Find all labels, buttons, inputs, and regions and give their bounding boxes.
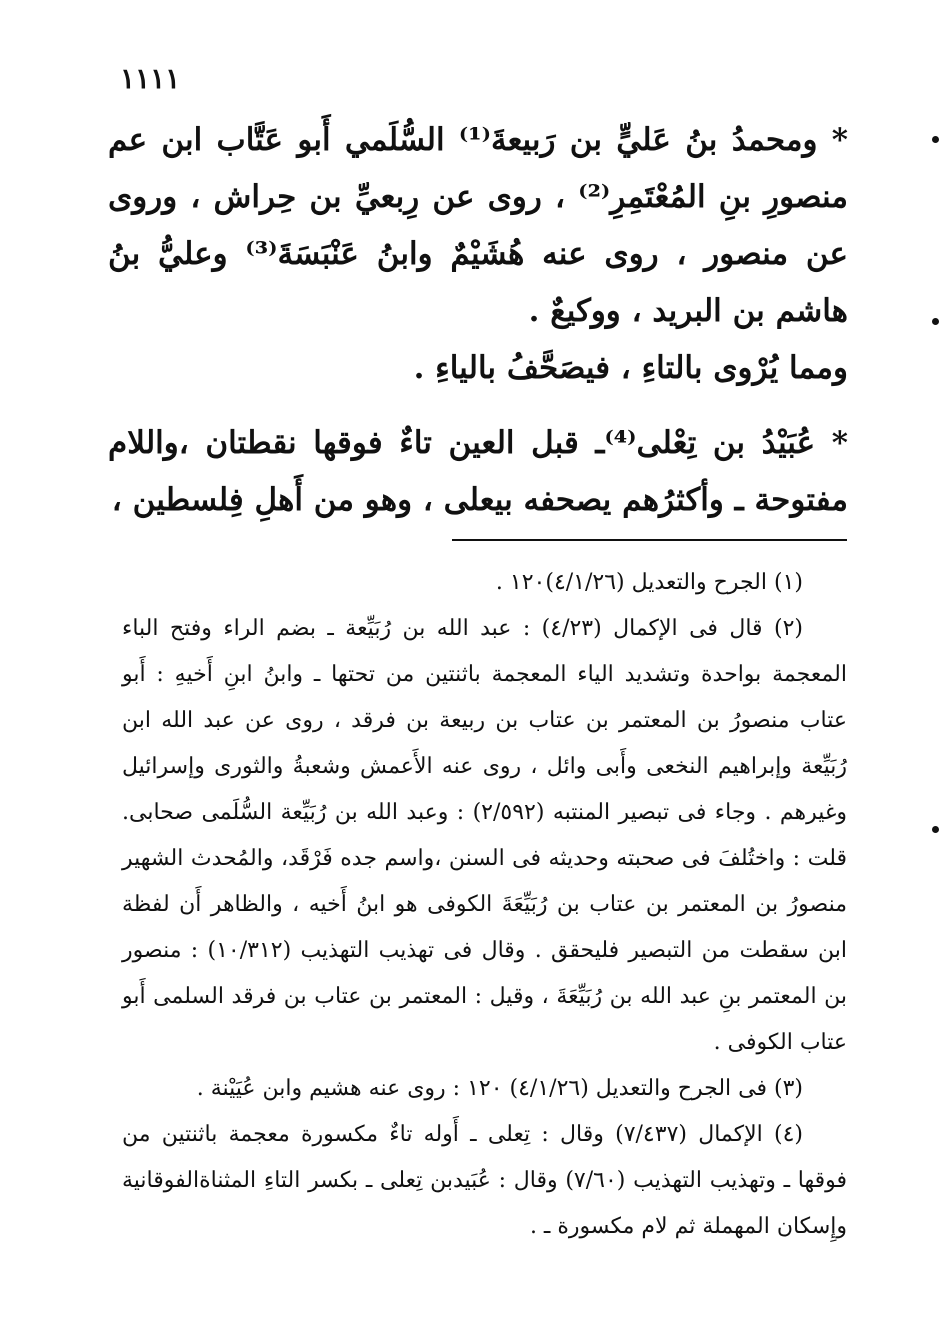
margin-dot — [932, 826, 939, 833]
footnote-2: (٢) قال فى الإكمال (٤/٢٣) : عبد الله بن رُبَيِّعة ـ بضم الراء وفتح الباء المعجمة بواحدة وتشديد الياء المعجمة باثنتين من تحتها ـ وابنُ ابنِ أَخيهِ : أَبو عتاب منصورُ بن المعتمر بن عتاب بن ربيعة بن فرقد ، روى عن عبد الله ابن رُبَيِّعة وإبراهيم النخعى وأَبى وائل ، روى عنه الأَعمش وشعبةُ والثورى وإسرائيل وغيرهم . وجاء فى تبصير المنتبه (٢/٥٩٢) : وعبد الله بن رُبَيِّعة السُّلَمى صحابى. قلت : واختُلفَ فى صحبته وحديثه فى السنن ،واسم جده فَرْقَد، والمُحدث الشهير منصورُ بن المعتمر بن عتاب بن رُبَيِّعَةَ الكوفى هو ابنُ أَخيه ، والظاهر أَن لفظة ابن سقطت من التبصير فليحقق . وقال فى تهذيب التهذيب (١٠/٣١٢) : منصور بن المعتمر بنِ عبد الله بن رُبَيِّعَةَ ، وقيل : المعتمر بن عتاب بن فرقد السلمى أَبو عتاب الكوفى . — [122, 616, 847, 1055]
footnote-separator — [452, 539, 847, 541]
footnote-4: (٤) الإكمال (٧/٤٣٧) وقال : تِعلى ـ أَوله تاءٌ مكسورة معجمة باثنتين من فوقها ـ وتهذيب التهذيب (٧/٦٠) وقال : عُبَيدبن تِعلى ـ بكسر التاءِ المثناةالفوقانية وإِسكان المهملة ثم لام مكسورة ـ . — [122, 1122, 847, 1239]
margin-dot — [932, 318, 939, 325]
margin-dot — [932, 136, 939, 143]
main-paragraph-1: * ومحمدُ بنُ عَليٍّ بن رَبيعةَ⁽¹⁾ السُّلَمي أَبو عَتَّاب ابن عم منصورِ بنِ المُعْتَمِرِ⁽²⁾ ، روى عن رِبعيِّ بن حِراش ، وروى عن منصور ، روى عنه هُشَيْمٌ وابنُ عَنْبَسَةَ⁽³⁾ وعليُّ بنُ هاشم بن البريد ، ووكيعٌ . — [108, 122, 849, 329]
main-paragraph-3: * عُبَيْدُ بن تِعْلى⁽⁴⁾ـ قبل العين تاءٌ فوقها نقطتان ،واللام مفتوحة ـ وأكثرُهم يصحفه بيعلى ، وهو من أَهلِ فِلسطين ، — [108, 425, 848, 518]
main-text — [108, 112, 848, 529]
main-paragraph-2: ومما يُرْوى بالتاءِ ، فيصَحَّفُ بالياءِ . — [413, 350, 848, 386]
page-number: ١١١١ — [120, 62, 181, 95]
footnote-3: (٣) فى الجرح والتعديل (٤/١/٢٦) ١٢٠ : روى عنه هشيم وابن عُيَيْنة . — [196, 1076, 803, 1101]
footnotes — [122, 560, 847, 1250]
footnote-1: (١) الجرح والتعديل (٤/١/٢٦)١٢٠ . — [495, 570, 803, 595]
